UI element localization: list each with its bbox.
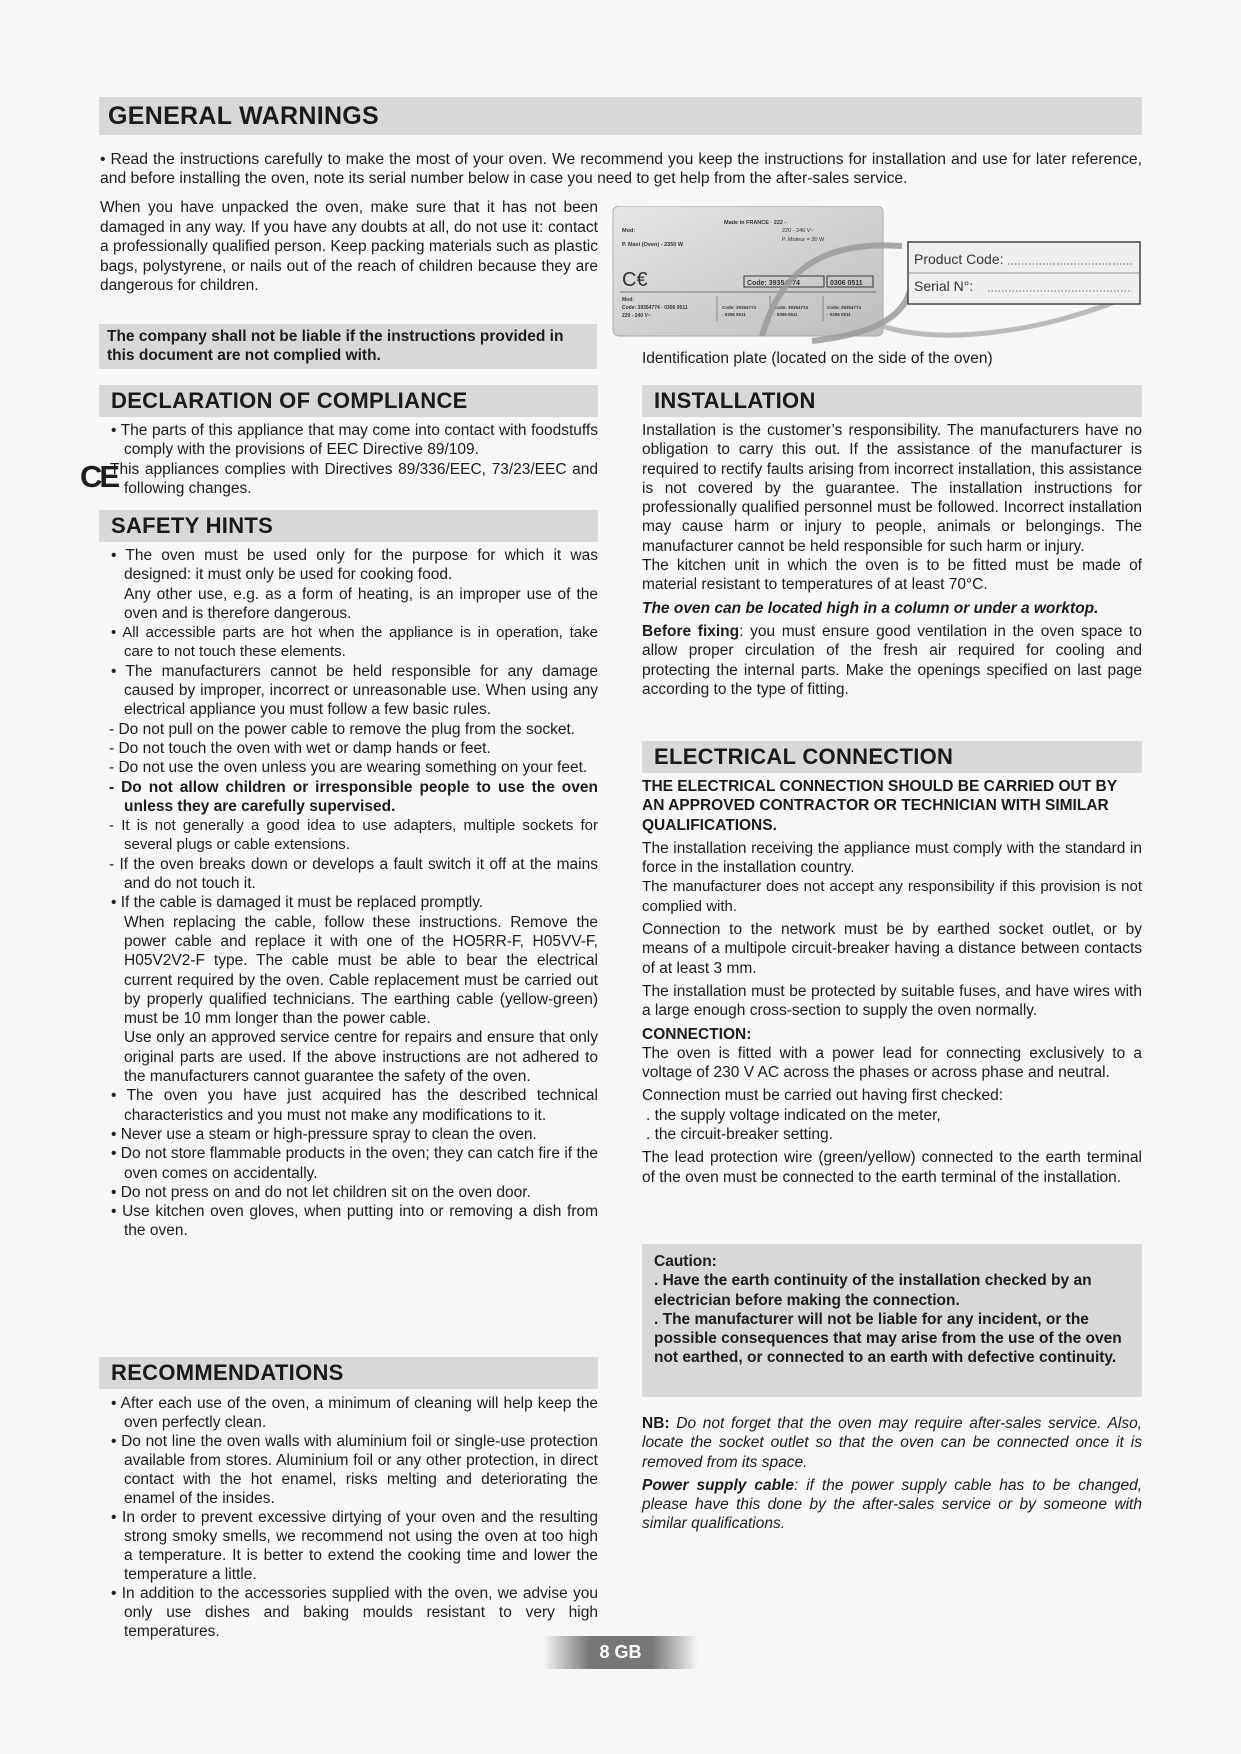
before-fixing-label: Before fixing <box>642 622 740 640</box>
list-item: • In addition to the accessories supplied with the oven, we advise you only use dishes and baking moulds resistant to very high temperatures. <box>111 1585 598 1640</box>
electrical-warning: THE ELECTRICAL CONNECTION SHOULD BE CARRIED OUT BY AN APPROVED CONTRACTOR OR TECHNICIAN WITH SIMILAR QUALIFICATIONS. <box>642 778 1117 834</box>
caution-item: . The manufacturer will not be liable for any incident, or the possible consequences that may arise from the use of the oven not earthed, or connected to an earth with defective continuity. <box>654 1310 1122 1367</box>
safety-hints-list <box>100 546 598 1241</box>
plate-caption: Identification plate (located on the side of the oven) <box>642 350 993 367</box>
plate-bottom-code: Code: 39354774 · 0306 0511 <box>622 305 688 311</box>
list-item: • In order to prevent excessive dirtying of your oven and the resulting strong smoky smells, we recommend not using the oven at too high a temperature. It is better to extend the cooking time and lower the temperature a little. <box>111 1509 598 1583</box>
serial-number-label: Serial N°: <box>914 278 974 294</box>
product-code-label: Product Code: <box>914 251 1004 267</box>
list-item: • Do not press on and do not let children sit on the oven door. <box>111 1183 531 1201</box>
list-item: • If the cable is damaged it must be replaced promptly. <box>111 894 484 912</box>
plate-motor: P. Moteur = 30 W <box>782 237 825 243</box>
check-item: . the circuit-breaker setting. <box>646 1126 833 1144</box>
list-item: - Do not touch the oven with wet or damp hands or feet. <box>109 739 491 757</box>
plate-sticker-2b: · 0306 0511 <box>774 312 798 317</box>
recommendations-heading: RECOMMENDATIONS <box>99 1357 598 1389</box>
electrical-paragraph-3: Connection to the network must be by earthed socket outlet, or by means of a multipole circuit-breaker having a distance between contacts of at least 3 mm. <box>642 921 1142 977</box>
before-fixing-text: : you must ensure good ventilation in the oven space to allow proper circulation of the fresh air required for cooling and protecting the internal parts. Make the openings specified on last page according to the type of fitting. <box>642 622 1142 698</box>
plate-sticker-1a: Code: 39354774 <box>722 305 757 310</box>
plate-sticker-2a: Code: 39354774 <box>774 305 809 310</box>
page-number: 8 GB <box>543 1636 698 1669</box>
check-item: . the supply voltage indicated on the meter, <box>646 1106 941 1124</box>
list-item: When replacing the cable, follow these instructions. Remove the power cable and replace it with one of the HO5RR-F, H05VV-F, H05V2V2-F type. The cable must be able to bear the electrical current required by the oven. Cable replacement must be carried out by properly qualified technicians. The earthing cable (yellow-green) must be 10 mm longer than the power cable. <box>124 913 598 1028</box>
electrical-paragraph-6: Connection must be carried out having first checked: <box>642 1087 1003 1105</box>
list-item: - Do not allow children or irresponsible people to use the oven unless they are carefully supervised. <box>109 778 598 815</box>
declaration-paragraph-2: This appliances complies with Directives 89/336/EEC, 73/23/EEC and following changes. <box>110 460 598 497</box>
plate-mod: Mod: <box>622 228 636 234</box>
unpack-paragraph: When you have unpacked the oven, make sure that it has not been damaged in any way. If you have any doubts at all, do not use it: contact a professionally qualified person. Keep packing materials such as plastic bags, polystyrene, or nails out of the reach of children because they are dangerous for children. <box>100 199 598 295</box>
power-cable-text: : if the power supply cable has to be changed, please have this done by the after-sales service or by someone with similar qualifications. <box>642 1476 1143 1533</box>
caution-title: Caution: <box>654 1253 717 1270</box>
plate-bottom-mod: Mod: <box>622 297 634 303</box>
after-sales-notes <box>642 1414 1142 1534</box>
list-item: • The oven must be used only for the purpose for which it was designed: it must only be used for cooking food. <box>111 547 598 584</box>
electrical-paragraph-2: The manufacturer does not accept any responsibility if this provision is not complied with. <box>642 878 1142 915</box>
power-cable-note <box>642 1476 1142 1534</box>
caution-item: . Have the earth continuity of the installation checked by an electrician before making the connection. <box>654 1272 1092 1309</box>
list-item: - Do not use the oven unless you are wearing something on your feet. <box>109 759 588 777</box>
safety-hints-heading: SAFETY HINTS <box>99 510 598 542</box>
installation-paragraph-4 <box>642 622 1142 699</box>
electrical-paragraph-4: The installation must be protected by suitable fuses, and have wires with a large enough cross-section to supply the oven normally. <box>642 982 1142 1020</box>
connection-label: CONNECTION: <box>642 1025 752 1043</box>
recommendations-list <box>100 1394 598 1641</box>
caution-box <box>642 1244 1142 1397</box>
general-warnings-heading: GENERAL WARNINGS <box>99 97 1142 135</box>
installation-heading: INSTALLATION <box>642 385 1142 417</box>
list-item: • After each use of the oven, a minimum of cleaning will help keep the oven perfectly clean. <box>111 1395 598 1431</box>
list-item: • The oven you have just acquired has the described technical characteristics and you must not make any modifications to it. <box>111 1087 598 1124</box>
declaration-heading: DECLARATION OF COMPLIANCE <box>99 385 598 417</box>
electrical-paragraph-1: The installation receiving the appliance must comply with the standard in force in the installation country. <box>642 839 1142 877</box>
list-item: • The manufacturers cannot be held responsible for any damage caused by improper, incorrect or unreasonable use. When using any electrical appliance you must follow a few basic rules. <box>111 662 598 719</box>
plate-power: P. Maxi (Oven) - 2350 W <box>622 242 684 248</box>
declaration-paragraph-1: • The parts of this appliance that may come into contact with foodstuffs comply with the provisions of EEC Directive 89/109. <box>111 422 598 459</box>
list-item: Use only an approved service centre for repairs and ensure that only original parts are used. If the above instructions are not adhered to the manufacturers cannot guarantee the safety of the oven. <box>124 1029 598 1086</box>
installation-location-note: The oven can be located high in a column or under a worktop. <box>642 599 1099 617</box>
ce-plate-icon: C€ <box>622 269 648 291</box>
declaration-section <box>100 421 598 498</box>
installation-section <box>642 421 1142 699</box>
list-item: - If the oven breaks down or develops a fault switch it off at the mains and do not touch it. <box>109 855 598 893</box>
power-cable-label: Power supply cable <box>642 1476 794 1494</box>
nb-text: Do not forget that the oven may require after-sales service. Also, locate the socket outlet so that the oven can be connected once it is removed from its space. <box>642 1415 1142 1471</box>
nb-label: NB: <box>642 1415 670 1432</box>
electrical-paragraph-7: The lead protection wire (green/yellow) connected to the earth terminal of the oven must be connected to the earth terminal of the installation. <box>642 1149 1142 1186</box>
nb-note <box>642 1414 1142 1472</box>
plate-made-in: Made in FRANCE · 222 - <box>724 220 787 226</box>
electrical-paragraph-5: The oven is fitted with a power lead for connecting exclusively to a voltage of 230 V AC across the phases or across phase and neutral. <box>642 1044 1142 1082</box>
list-item: • Do not store flammable products in the oven; they can catch fire if the oven comes on accidentally. <box>111 1145 598 1182</box>
intro-paragraph: • Read the instructions carefully to make the most of your oven. We recommend you keep the instructions for installation and use for later reference, and before installing the oven, note its serial number below in case you need to get help from the after-sales service. <box>100 151 1142 187</box>
arrow-return-curve <box>882 301 1117 335</box>
plate-voltage: 220 - 240 V~ <box>782 228 814 234</box>
list-item: - It is not generally a good idea to use adapters, multiple sockets for several plugs or cable extensions. <box>109 817 598 854</box>
list-item: • Never use a steam or high-pressure spray to clean the oven. <box>111 1125 537 1143</box>
plate-code: Code: 39354774 <box>747 280 800 287</box>
list-item: • Use kitchen oven gloves, when putting into or removing a dish from the oven. <box>111 1203 598 1240</box>
list-item: - Do not pull on the power cable to remove the plug from the socket. <box>109 720 576 738</box>
liability-notice: The company shall not be liable if the instructions provided in this document are not complied with. <box>99 324 597 369</box>
list-item: • Do not line the oven walls with aluminium foil or single-use protection available from stores. Aluminium foil or any other protection, in direct contact with the hot enamel, risks melting and deteriorating the enamel of the insides. <box>111 1433 598 1507</box>
electrical-connection-section <box>642 777 1142 1187</box>
identification-plate-figure <box>612 206 1142 346</box>
plate-sticker-3a: Code: 39354774 <box>827 305 862 310</box>
plate-bottom-voltage: 220 - 240 V~ <box>622 313 651 319</box>
ce-mark-icon: CE <box>80 459 118 494</box>
plate-sticker-1b: · 0306 0511 <box>722 312 746 317</box>
installation-paragraph-1: Installation is the customer’s responsibility. The manufacturers have no obligation to carry this out. If the assistance of the manufacturer is required to rectify faults arising from incorrect installation, this assistance is not covered by the guarantee. The installation instructions for professionally qualified personnel must be followed. Incorrect installation may cause harm or injury to people, animals or belongings. The manufacturer cannot be held responsible for such harm or injury. <box>642 422 1142 555</box>
plate-sticker-3b: · 0306 0511 <box>827 312 851 317</box>
electrical-connection-heading: ELECTRICAL CONNECTION <box>642 741 1142 773</box>
plate-serial: 0306 0511 <box>830 280 863 287</box>
list-item: • All accessible parts are hot when the appliance is in operation, take care to not touch these elements. <box>111 624 598 661</box>
installation-paragraph-2: The kitchen unit in which the oven is to be fitted must be made of material resistant to temperatures of at least 70°C. <box>642 557 1142 594</box>
list-item: Any other use, e.g. as a form of heating, is an improper use of the oven and is therefore dangerous. <box>124 585 598 622</box>
